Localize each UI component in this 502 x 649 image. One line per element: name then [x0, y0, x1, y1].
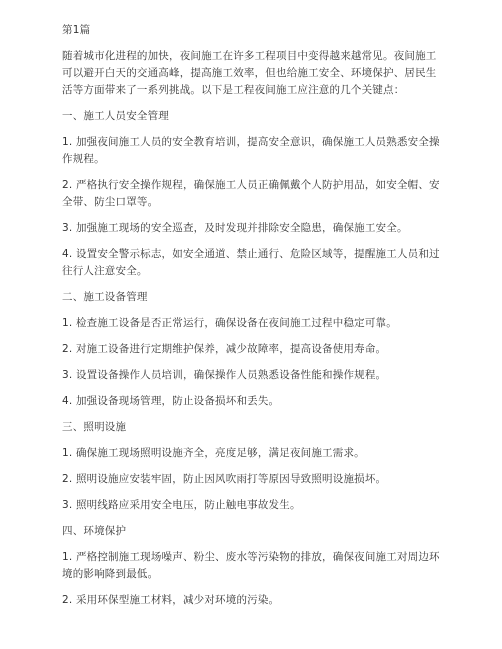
list-item: 2. 对施工设备进行定期维护保养，减少故障率，提高设备使用寿命。 — [62, 343, 387, 355]
list-item: 3. 设置设备操作人员培训，确保操作人员熟悉设备性能和操作规程。 — [62, 369, 387, 381]
list-item: 3. 加强施工现场的安全巡查，及时发现并排除安全隐患，确保施工安全。 — [62, 222, 408, 234]
list-item: 4. 设置安全警示标志，如安全通道、禁止通行、危险区域等，提醒施工人员和过往行人注意安全。 — [62, 248, 440, 277]
section-heading: 四、环境保护 — [62, 525, 127, 537]
section-heading: 一、施工人员安全管理 — [62, 110, 169, 122]
section-heading: 二、施工设备管理 — [62, 291, 148, 303]
list-item: 4. 加强设备现场管理，防止设备损坏和丢失。 — [62, 395, 280, 407]
list-item: 2. 照明设施应安装牢固，防止因风吹雨打等原因导致照明设施损坏。 — [62, 473, 387, 485]
list-item: 1. 检查施工设备是否正常运行，确保设备在夜间施工过程中稳定可靠。 — [62, 317, 397, 329]
doc-intro: 随着城市化进程的加快，夜间施工在许多工程项目中变得越来越常见。夜间施工可以避开白天的交通高峰，提高施工效率，但也给施工安全、环境保护、居民生活等方面带来了一系列挑战。以下是工程夜间施工应注意的几个关键点： — [62, 50, 437, 96]
list-item: 1. 严格控制施工现场噪声、粉尘、废水等污染物的排放，确保夜间施工对周边环境的影响降到最低。 — [62, 551, 440, 580]
list-item: 1. 确保施工现场照明设施齐全，亮度足够，满足夜间施工需求。 — [62, 447, 365, 459]
list-item: 1. 加强夜间施工人员的安全教育培训，提高安全意识，确保施工人员熟悉安全操作规程。 — [62, 136, 440, 165]
list-item: 3. 照明线路应采用安全电压，防止触电事故发生。 — [62, 499, 301, 511]
doc-title: 第1篇 — [62, 24, 91, 36]
list-item: 2. 严格执行安全操作规程，确保施工人员正确佩戴个人防护用品，如安全帽、安全带、防尘口罩等。 — [62, 179, 440, 208]
section-heading: 三、照明设施 — [62, 421, 127, 433]
list-item: 2. 采用环保型施工材料，减少对环境的污染。 — [62, 594, 280, 606]
document-page — [62, 22, 442, 618]
